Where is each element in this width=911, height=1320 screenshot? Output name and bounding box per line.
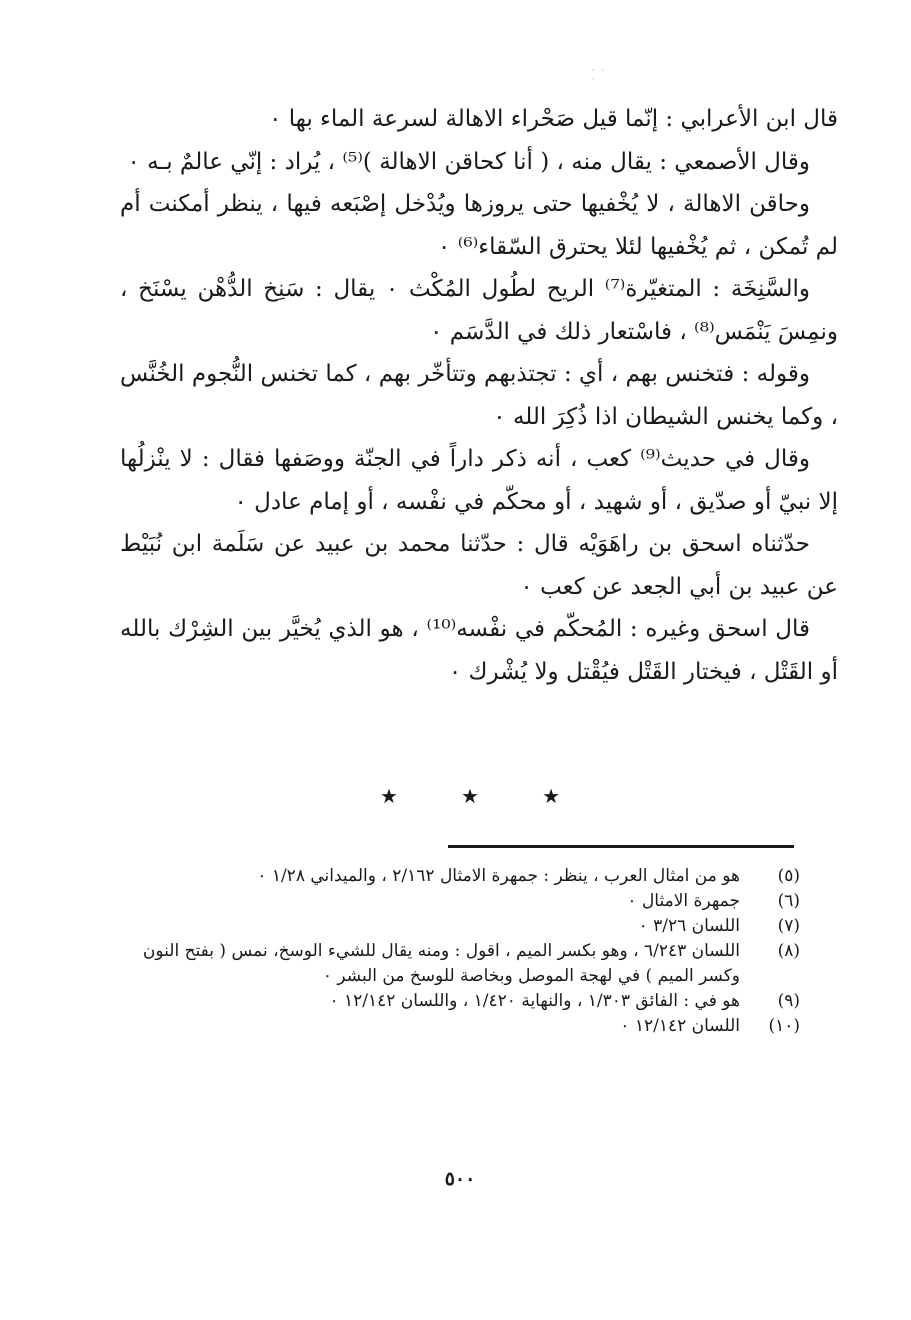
footnote-number: (٧) [777, 916, 800, 936]
paragraph: حدّثناه اسحق بن راهَوَيْه قال : حدّثنا محمد بن عبيد عن سَلَمة ابن نُبَيْط عن عبيد بن أبي الجعد عن كعب ٠ [120, 531, 838, 600]
footnote-number: (١٠) [768, 1016, 800, 1036]
main-text-body [120, 98, 838, 693]
paragraph: وقال الأصمعي : يقال منه ، ( أنا كحاقن الاهالة )⁽⁵⁾ ، يُراد : إنّي عالمٌ بـه ٠ [127, 148, 810, 175]
footnote-number: (٦) [777, 891, 800, 911]
footnotes-section [130, 864, 800, 1039]
footnote-number: (٩) [777, 991, 800, 1011]
footnote-text: اللسان ٦/٢٤٣ ، وهو بكسر الميم ، اقول : ومنه يقال للشيء الوسخ، نمس ( بفتح النون وكسر الميم ) في لهجة الموصل وبخاصة للوسخ من البشر ٠ [142, 941, 740, 986]
paragraph: قال ابن الأعرابي : إنّما قيل صَحْراء الاهالة لسرعة الماء بها ٠ [269, 106, 838, 132]
footnote [130, 864, 800, 889]
footnote-text: هو من امثال العرب ، ينظر : جمهرة الامثال ٢/١٦٢ ، والميداني ١/٢٨ ٠ [257, 866, 740, 886]
footnote [130, 889, 800, 914]
footnote [130, 939, 800, 989]
footnote-number: (٨) [777, 941, 800, 961]
footnote-divider [448, 845, 794, 848]
footnote [130, 1014, 800, 1039]
footnote-text: هو في : الفائق ١/٣٠٣ ، والنهاية ١/٤٢٠ ، واللسان ١٢/١٤٢ ٠ [329, 991, 740, 1011]
section-separator [380, 784, 560, 808]
footnote [130, 989, 800, 1014]
paragraph: وقال في حديث⁽⁹⁾ كعب ، أنه ذكر داراً في الجنّة ووصَفها فقال : لا ينْزلُها إلا نبيّ أو صدّيق ، أو شهيد ، أو محكّم في نفْسه ، أو إمام عادل ٠ [120, 446, 838, 515]
footnote-text: اللسان ١٢/١٤٢ ٠ [620, 1016, 740, 1036]
star-icon: ★ [461, 784, 479, 808]
paragraph: والسَّنِخَة : المتغيّرة⁽⁷⁾ الريح لطُول المُكْث ٠ يقال : سَنِخ الدُّهْن يسْنَخ ، ونمِسَ يَنْمَس⁽⁸⁾ ، فاسْتعار ذلك في الدَّسَم ٠ [120, 276, 838, 345]
footnote [130, 914, 800, 939]
footnote-number: (٥) [777, 866, 800, 886]
paragraph: وحاقن الاهالة ، لا يُخْفيها حتى يروزها ويُدْخل إصْبَعه فيها ، ينظر أمكنت أم لم تُمكن ، ثم يُخْفيها لئلا يحترق السّقاء⁽⁶⁾ ٠ [120, 191, 838, 260]
star-icon: ★ [542, 784, 560, 808]
footnote-text: اللسان ٣/٢٦ ٠ [638, 916, 740, 936]
print-speck: · · · [592, 66, 606, 84]
footnote-text: جمهرة الامثال ٠ [627, 891, 740, 911]
paragraph: وقوله : فتخنس بهم ، أي : تجتذبهم وتتأخّر بهم ، كما تخنس النُّجوم الخُنَّس ، وكما يخنس الشيطان اذا ذُكِرَ الله ٠ [120, 361, 838, 430]
paragraph: قال اسحق وغيره : المُحكّم في نفْسه⁽¹⁰⁾ ، هو الذي يُخيَّر بين الشِرْك بالله أو القَتْل ، فيختار القَتْل فيُقْتل ولا يُشْرك ٠ [120, 616, 838, 685]
star-icon: ★ [380, 784, 398, 808]
page-number: ٥٠٠ [444, 1168, 476, 1190]
